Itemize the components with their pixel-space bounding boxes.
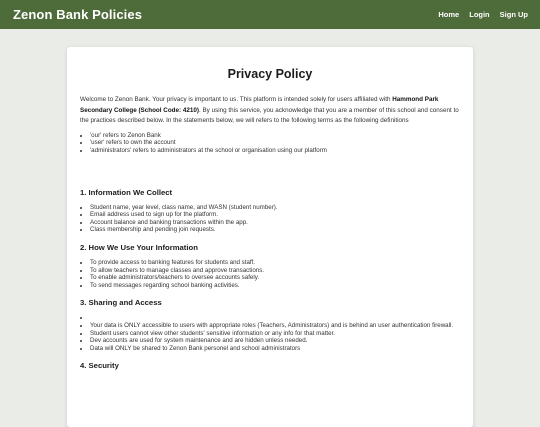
section-security	[80, 361, 460, 370]
list-item: • To provide access to banking features for students and staff.	[90, 259, 460, 267]
nav-signup-link[interactable]: Sign Up	[499, 10, 528, 19]
definition-item: • 'user' refers to own the account	[90, 139, 460, 147]
section-list	[80, 204, 460, 234]
list-item: • Student name, year level, class name, and WASN (student number).	[90, 204, 460, 212]
section-list	[80, 314, 460, 352]
section-sharing-access	[80, 298, 460, 352]
section-list	[80, 259, 460, 289]
nav-login-link[interactable]: Login	[469, 10, 490, 19]
list-item: • Student users cannot view other students' sensitive information or any info for that matter.	[90, 330, 460, 338]
nav-home-link[interactable]: Home	[438, 10, 460, 19]
section-information-use	[80, 243, 460, 289]
policy-card	[67, 47, 473, 427]
list-item: • To send messages regarding school banking activities.	[90, 282, 460, 290]
list-item: • Email address used to sign up for the platform.	[90, 211, 460, 219]
intro-text-start: Welcome to Zenon Bank. Your privacy is important to us. This platform is intended solely for users affiliated with	[80, 96, 393, 103]
brand-title[interactable]: Zenon Bank Policies	[13, 7, 143, 22]
section-heading: 3. Sharing and Access	[80, 298, 162, 308]
intro-school-name: Hammond Park Secondary College (School Code: 4210)	[80, 96, 439, 114]
section-heading: 4. Security	[80, 361, 119, 371]
intro-paragraph	[80, 95, 460, 127]
top-navbar	[0, 0, 540, 29]
definition-item: • 'administrators' refers to administrators at the school or organisation using our platform	[90, 147, 460, 155]
list-item: • Your data is ONLY accessible to users with appropriate roles (Teachers, Administrators) and is behind an user authentication firewall.	[90, 322, 460, 330]
definitions-list	[80, 132, 460, 155]
definition-item: • 'our' refers to Zenon Bank	[90, 132, 460, 140]
list-item	[90, 314, 460, 322]
list-item: • Dev accounts are used for system maintenance and are hidden unless needed.	[90, 337, 460, 345]
list-item: • Class membership and pending join requests.	[90, 226, 460, 234]
section-heading: 2. How We Use Your Information	[80, 242, 198, 252]
section-heading: 1. Information We Collect	[80, 187, 173, 197]
list-item: • Data will ONLY be shared to Zenon Bank personel and school administrators	[90, 345, 460, 353]
main-nav	[438, 10, 528, 19]
list-item: • To enable administrators/teachers to oversee accounts safely.	[90, 274, 460, 282]
list-item: • Account balance and banking transactions within the app.	[90, 219, 460, 227]
intro-text-end: . By using this service, you acknowledge that you are a member of this school and consent to the practices described below. In the statements below, we will refers to the following terms as the following definitions	[80, 106, 459, 125]
section-information-collect	[80, 188, 460, 234]
list-item: • To allow teachers to manage classes and approve transactions.	[90, 267, 460, 275]
page-title: Privacy Policy	[227, 67, 313, 81]
